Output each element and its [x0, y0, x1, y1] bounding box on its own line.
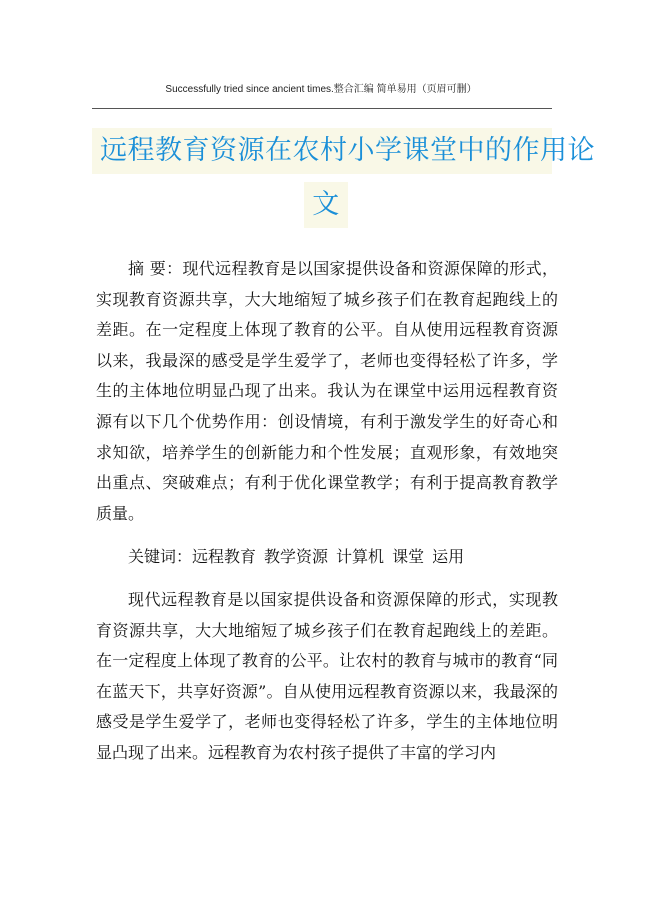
keyword-item: 远程教育 [192, 547, 257, 567]
body-paragraph: 现代远程教育是以国家提供设备和资源保障的形式，实现教育资源共享，大大地缩短了城乡孩子们在教育起跑线上的差距。在一定程度上体现了教育的公平。让农村的教育与城市的教育“同在蓝天下，共享好资源”。自从使用远程教育资源以来，我最深的感受是学生爱学了，老师也变得轻松了许多，学生的主体地位明显凸现了出来。远程教育为农村孩子提供了丰富的学习内 [96, 589, 558, 762]
document-body [96, 254, 558, 769]
title-line-1: 远程教育资源在农村小学课堂中的作用论 [92, 128, 552, 174]
keyword-item: 课堂 [392, 547, 425, 567]
document-title [92, 128, 595, 228]
keyword-item: 教学资源 [264, 547, 329, 567]
keywords-line [96, 542, 558, 573]
keyword-item: 运用 [432, 547, 465, 567]
page-header: Successfully tried since ancient times.整合汇编 简单易用（页眉可删） [165, 84, 477, 95]
keyword-item: 计算机 [336, 547, 385, 567]
keywords-label: 关键词： [128, 547, 193, 567]
abstract-paragraph: 摘 要：现代远程教育是以国家提供设备和资源保障的形式，实现教育资源共享，大大地缩短了城乡孩子们在教育起跑线上的差距。在一定程度上体现了教育的公平。自从使用远程教育资源以来，我最深的感受是学生爱学了，老师也变得轻松了许多，学生的主体地位明显凸现了出来。我认为在课堂中运用远程教育资源有以下几个优势作用：创设情境，有利于激发学生的好奇心和求知欲，培养学生的创新能力和个性发展；直观形象，有效地突出重点、突破难点；有利于优化课堂教学；有利于提高教育教学质量。 [96, 259, 558, 523]
header-divider [92, 108, 552, 109]
title-line-2: 文 [304, 182, 348, 228]
